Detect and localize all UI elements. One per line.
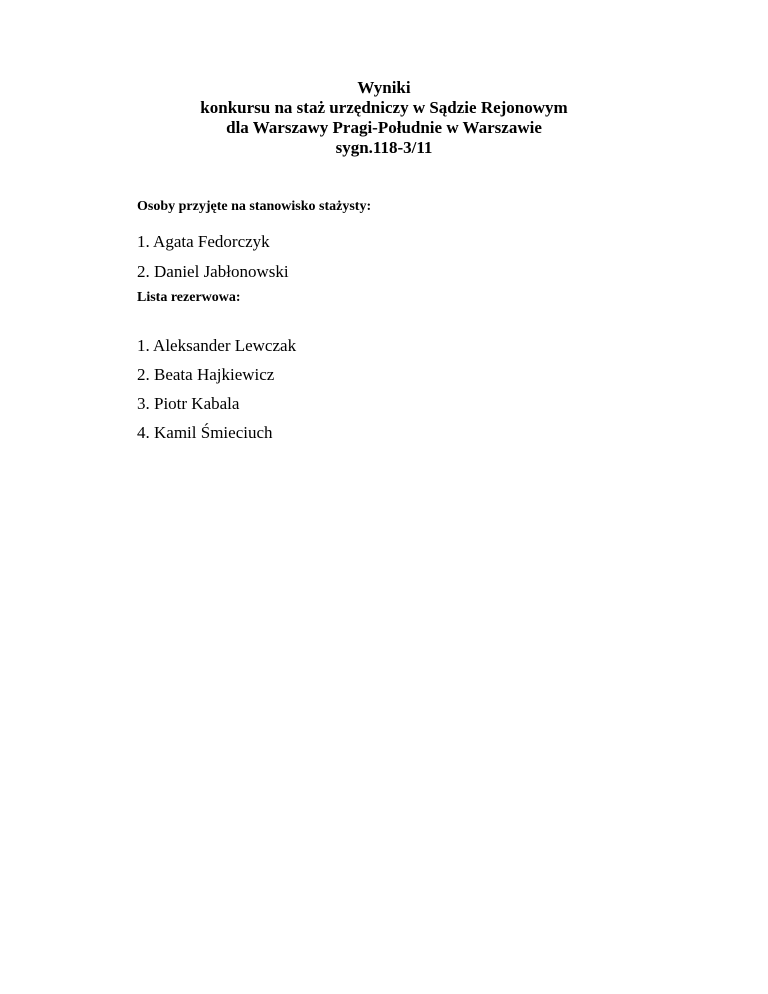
reserve-list-item: 3. Piotr Kabala: [137, 394, 240, 413]
accepted-list-item: 1. Agata Fedorczyk: [137, 232, 270, 251]
document-title: [0, 78, 768, 158]
accepted-section-label: Osoby przyjęte na stanowisko stażysty:: [137, 199, 372, 214]
reserve-list-item: 1. Aleksander Lewczak: [137, 336, 297, 355]
reserve-section-label: Lista rezerwowa:: [137, 290, 241, 305]
reserve-list-item: 2. Beata Hajkiewicz: [137, 365, 275, 384]
reserve-list-item: 4. Kamil Śmieciuch: [137, 423, 273, 442]
title-line-1: Wyniki: [357, 78, 411, 97]
title-line-3: dla Warszawy Pragi-Południe w Warszawie: [226, 118, 542, 137]
accepted-list-item: 2. Daniel Jabłonowski: [137, 262, 289, 281]
title-line-4: sygn.118-3/11: [335, 138, 433, 157]
title-line-2: konkursu na staż urzędniczy w Sądzie Rejonowym: [200, 98, 568, 117]
